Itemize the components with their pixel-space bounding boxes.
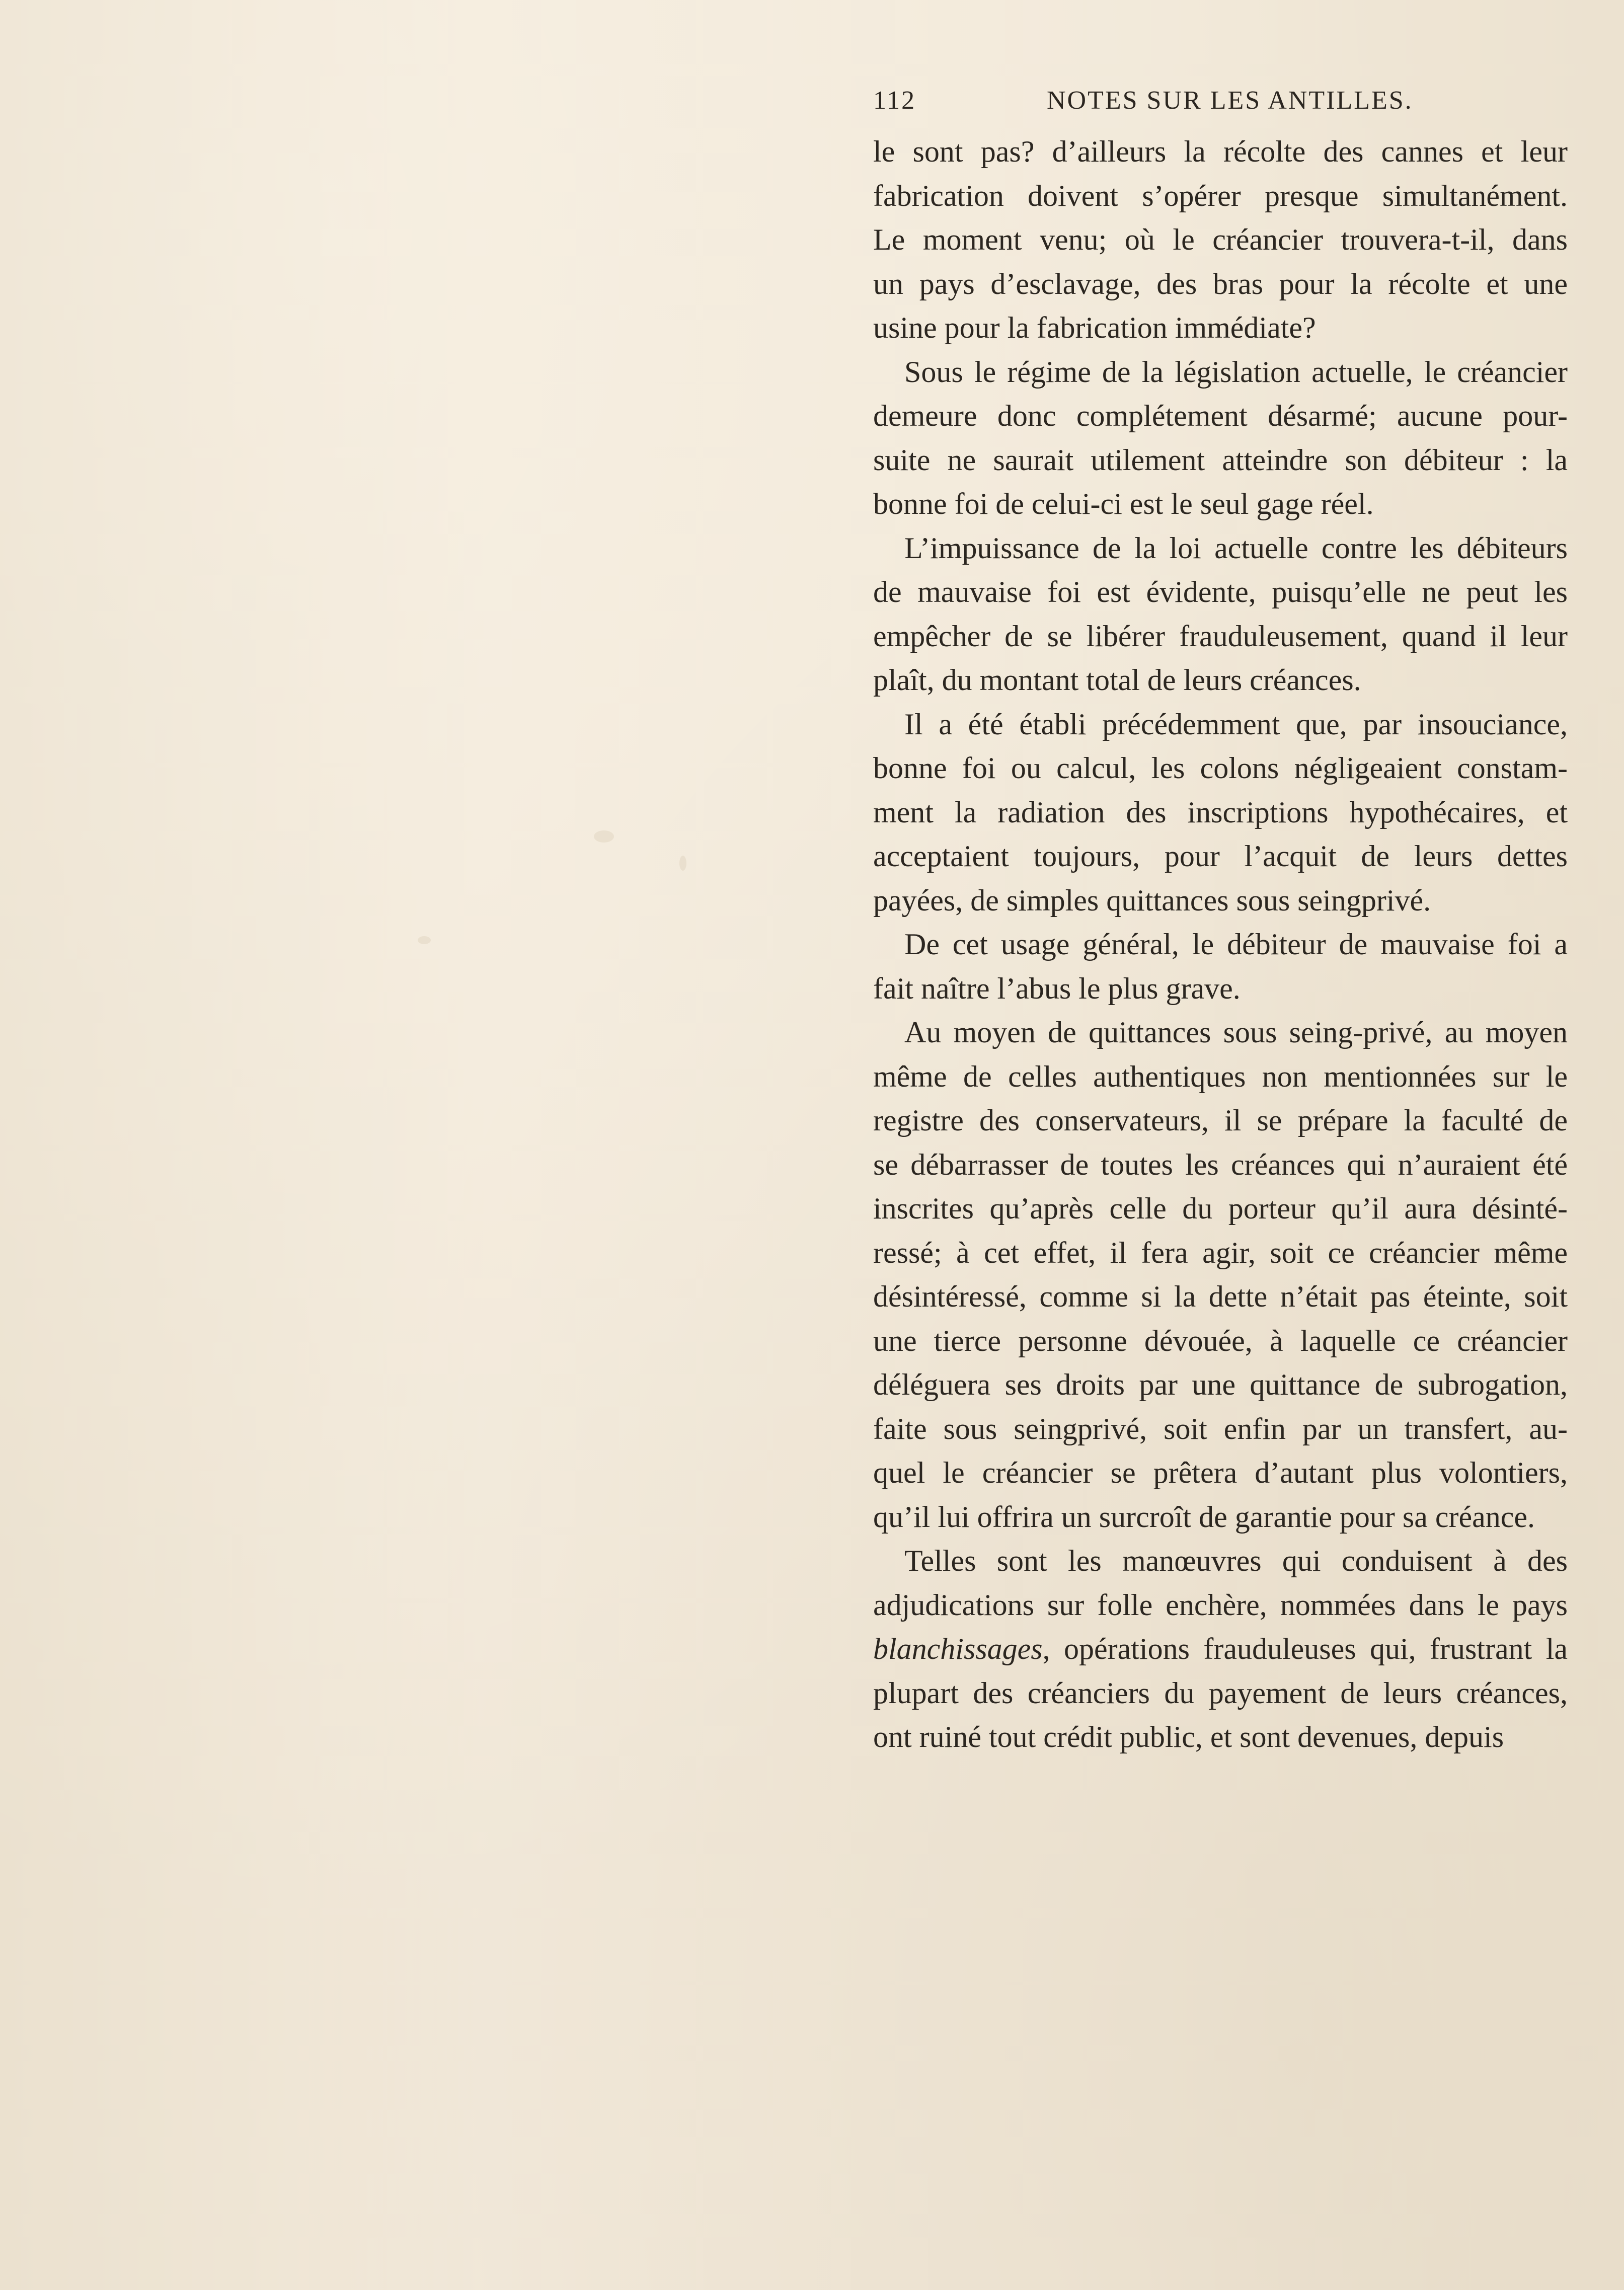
paragraph <box>873 1539 1568 1760</box>
body-text <box>873 130 1568 1760</box>
text-line: de mauvaise foi est évidente, puisqu’elle ne peut les <box>873 575 1568 608</box>
text-line: payées, de simples quittances sous seingprivé. <box>873 883 1431 917</box>
running-header <box>873 86 1462 121</box>
text-line: bonne foi ou calcul, les colons négligeaient constam- <box>873 751 1568 785</box>
text-line: De cet usage général, le débiteur de mauvaise foi a <box>904 928 1568 961</box>
text-line: Le moment venu; où le créancier trouvera-t-il, dans <box>873 223 1568 256</box>
text-line: bonne foi de celui-ci est le seul gage réel. <box>873 487 1374 520</box>
text-line: ressé; à cet effet, il fera agir, soit ce créancier même <box>873 1236 1568 1269</box>
text-line: même de celles authentiques non mentionnées sur le <box>873 1059 1568 1093</box>
paragraph <box>873 350 1568 526</box>
text-line: empêcher de se libérer frauduleusement, quand il leur <box>873 619 1568 653</box>
text-line: déléguera ses droits par une quittance de subrogation, <box>873 1368 1568 1401</box>
paper-stain <box>679 856 686 871</box>
text-line: ment la radiation des inscriptions hypothécaires, et <box>873 795 1568 829</box>
text-line: Telles sont les manœuvres qui conduisent à des <box>904 1544 1568 1577</box>
running-title: NOTES SUR LES ANTILLES. <box>1047 86 1413 115</box>
text-line: plaît, du montant total de leurs créances. <box>873 663 1361 697</box>
paper-stain <box>418 936 431 944</box>
text-line: le sont pas? d’ailleurs la récolte des cannes et leur <box>873 135 1568 168</box>
text-line: blanchissages, opérations frauduleuses qui, frustrant la <box>873 1632 1568 1665</box>
page-number: 112 <box>873 86 916 115</box>
text-line: désintéressé, comme si la dette n’était pas éteinte, soit <box>873 1280 1568 1313</box>
text-line: qu’il lui offrira un surcroît de garantie pour sa créance. <box>873 1500 1535 1534</box>
text-line: registre des conservateurs, il se prépare la faculté de <box>873 1104 1568 1137</box>
text-line: Sous le régime de la législation actuelle, le créancier <box>904 355 1568 389</box>
text-line: adjudications sur folle enchère, nommées dans le pays <box>873 1588 1568 1622</box>
paragraph <box>873 703 1568 923</box>
text-line: plupart des créanciers du payement de leurs créances, <box>873 1676 1568 1710</box>
text-line: usine pour la fabrication immédiate? <box>873 311 1316 344</box>
text-line: Au moyen de quittances sous seing-privé, au moyen <box>904 1016 1568 1049</box>
text-line: suite ne saurait utilement atteindre son débiteur : la <box>873 443 1568 477</box>
text-line: quel le créancier se prêtera d’autant plus volontiers, <box>873 1456 1568 1489</box>
text-line: se débarrasser de toutes les créances qui n’auraient été <box>873 1148 1568 1181</box>
text-line: un pays d’esclavage, des bras pour la récolte et une <box>873 267 1568 300</box>
text-line: fabrication doivent s’opérer presque simultanément. <box>873 179 1568 212</box>
paragraph <box>873 130 1568 350</box>
text-line: fait naître l’abus le plus grave. <box>873 971 1241 1005</box>
text-line: acceptaient toujours, pour l’acquit de leurs dettes <box>873 839 1568 873</box>
text-line: Il a été établi précédemment que, par insouciance, <box>904 707 1568 741</box>
text-line: faite sous seingprivé, soit enfin par un transfert, au- <box>873 1412 1568 1445</box>
text-line: L’impuissance de la loi actuelle contre les débiteurs <box>904 531 1568 565</box>
text-line: demeure donc complétement désarmé; aucune pour- <box>873 399 1568 432</box>
text-line: inscrites qu’après celle du porteur qu’il aura désinté- <box>873 1192 1568 1225</box>
paragraph <box>873 526 1568 703</box>
paper-stain <box>594 830 614 843</box>
text-line: une tierce personne dévouée, à laquelle ce créancier <box>873 1324 1568 1357</box>
paragraph <box>873 1011 1568 1539</box>
paragraph <box>873 923 1568 1011</box>
text-line: ont ruiné tout crédit public, et sont devenues, depuis <box>873 1720 1504 1753</box>
